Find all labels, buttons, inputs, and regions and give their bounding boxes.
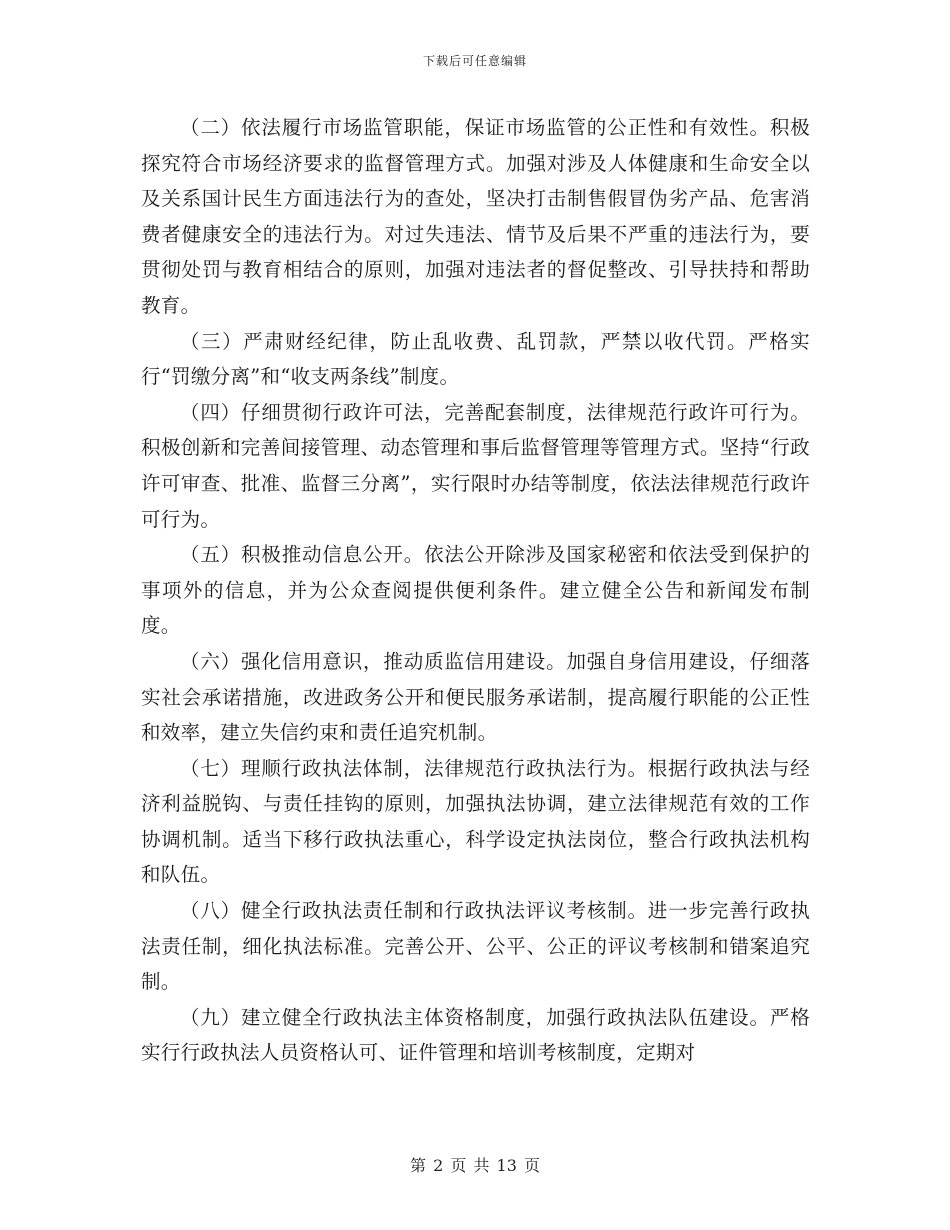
- paragraph-4: （四）仔细贯彻行政许可法，完善配套制度，法律规范行政许可行为。积极创新和完善间接管理、动态管理和事后监督管理等管理方式。坚持“行政许可审查、批准、监督三分离”，实行限时办结等制度，依法法律规范行政许可行为。: [141, 400, 810, 531]
- paragraph-7: （七）理顺行政执法体制，法律规范行政执法行为。根据行政执法与经济利益脱钩、与责任挂钩的原则，加强执法协调，建立法律规范有效的工作协调机制。适当下移行政执法重心，科学设定执法岗位，整合行政执法机构和队伍。: [141, 756, 810, 887]
- document-body: [141, 110, 810, 1071]
- paragraph-8: （八）健全行政执法责任制和行政执法评议考核制。进一步完善行政执法责任制，细化执法标准。完善公开、公平、公正的评议考核制和错案追究制。: [141, 899, 810, 994]
- paragraph-3: （三）严肃财经纪律，防止乱收费、乱罚款，严禁以收代罚。严格实行“罚缴分离”和“收支两条线”制度。: [141, 329, 810, 389]
- page-number: 第 2 页 共 13 页: [410, 1156, 540, 1175]
- paragraph-6: （六）强化信用意识，推动质监信用建设。加强自身信用建设，仔细落实社会承诺措施，改进政务公开和便民服务承诺制，提高履行职能的公正性和效率，建立失信约束和责任追究机制。: [141, 649, 810, 745]
- paragraph-2: （二）依法履行市场监管职能，保证市场监管的公正性和有效性。积极探究符合市场经济要求的监督管理方式。加强对涉及人体健康和生命安全以及关系国计民生方面违法行为的查处，坚决打击制售假冒伪劣产品、危害消费者健康安全的违法行为。对过失违法、情节及后果不严重的违法行为，要贯彻处罚与教育相结合的原则，加强对违法者的督促整改、引导扶持和帮助教育。: [141, 116, 810, 317]
- paragraph-9: （九）建立健全行政执法主体资格制度，加强行政执法队伍建设。严格实行行政执法人员资格认可、证件管理和培训考核制度，定期对: [141, 1005, 810, 1065]
- paragraph-5: （五）积极推动信息公开。依法公开除涉及国家秘密和依法受到保护的事项外的信息，并为公众查阅提供便利条件。建立健全公告和新闻发布制度。: [141, 543, 810, 638]
- page-header: 下载后可任意编辑: [422, 54, 527, 68]
